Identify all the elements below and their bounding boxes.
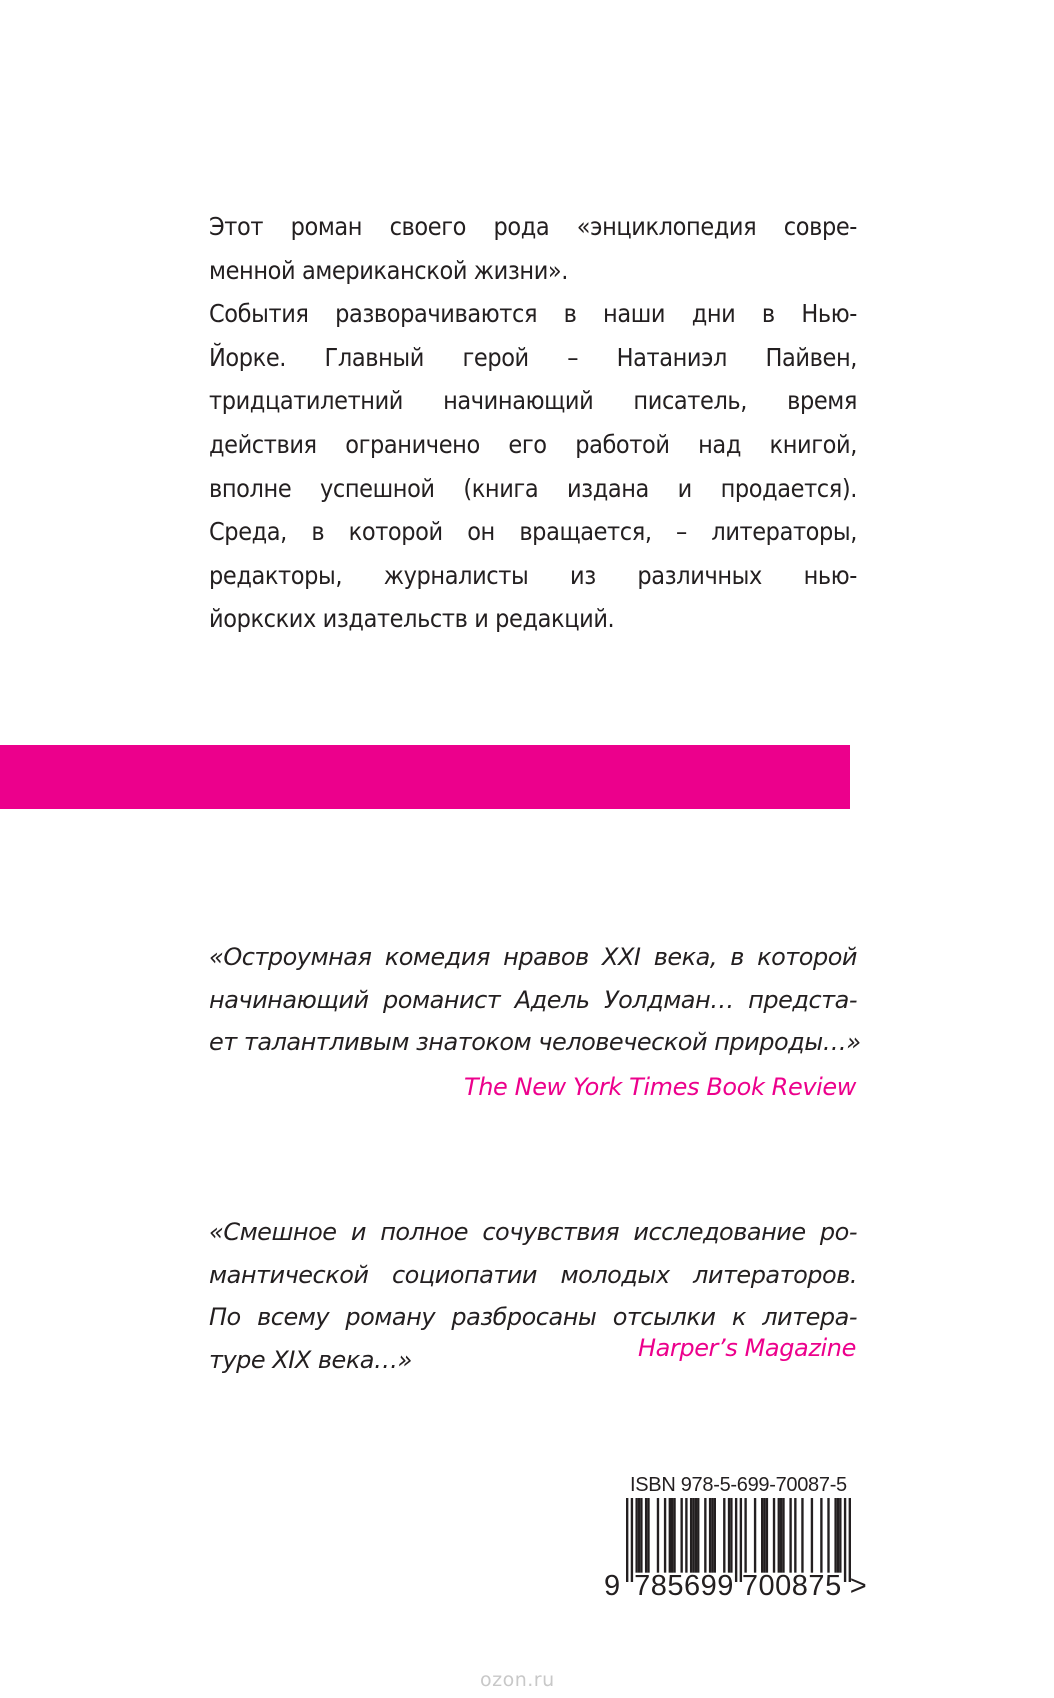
accent-band — [0, 745, 850, 809]
quote-line: «Остроумная комедия нравов XXI века, в которой — [209, 943, 857, 971]
annotation-line: йоркских издательств и редакций. — [209, 604, 615, 634]
annotation-line: вполне успешной (книга издана и продается). — [209, 473, 857, 503]
barcode-digits — [604, 1572, 867, 1601]
annotation-line: Йорке. Главный герой – Натаниэл Пайвен, — [209, 342, 857, 372]
review-source-1: The New York Times Book Review — [463, 1073, 856, 1101]
quote-line: туре XIX века…» — [209, 1345, 412, 1374]
quiet-zone-mark: > — [849, 1570, 867, 1602]
annotation-line: тридцатилетний начинающий писатель, время — [209, 386, 857, 416]
review-quote-1 — [209, 936, 861, 1064]
quote-line: мантической социопатии молодых литераторов. — [209, 1260, 857, 1289]
annotation-line: менной американской жизни». — [209, 255, 569, 285]
annotation-line: События разворачиваются в наши дни в Нью- — [209, 299, 857, 329]
isbn-label: ISBN 978-5-699-70087-5 — [630, 1474, 847, 1496]
quote-line: «Смешное и полное сочувствия исследование ро- — [209, 1218, 857, 1246]
annotation-line: действия ограничено его работой над книгой, — [209, 429, 857, 459]
review-source-2: Harper’s Magazine — [637, 1334, 856, 1362]
barcode-left-digits: 785699 — [634, 1570, 734, 1602]
annotation-line: Среда, в которой он вращается, – литераторы, — [209, 517, 857, 547]
annotation-line: Этот роман своего рода «энциклопедия совре- — [209, 212, 857, 241]
quote-line: начинающий романист Адель Уолдман… предста- — [209, 985, 857, 1014]
quote-line: ет талантливым знатоком человеческой природы…» — [209, 1028, 861, 1056]
barcode-right-digits: 700875 — [741, 1570, 842, 1602]
barcode-lead-digit: 9 — [604, 1570, 621, 1602]
quote-line: По всему роману разбросаны отсылки к литера- — [209, 1303, 857, 1331]
annotation-line: редакторы, журналисты из различных нью- — [209, 560, 857, 590]
ozon-watermark: ozon.ru — [480, 1669, 555, 1691]
annotation-text — [209, 205, 857, 641]
